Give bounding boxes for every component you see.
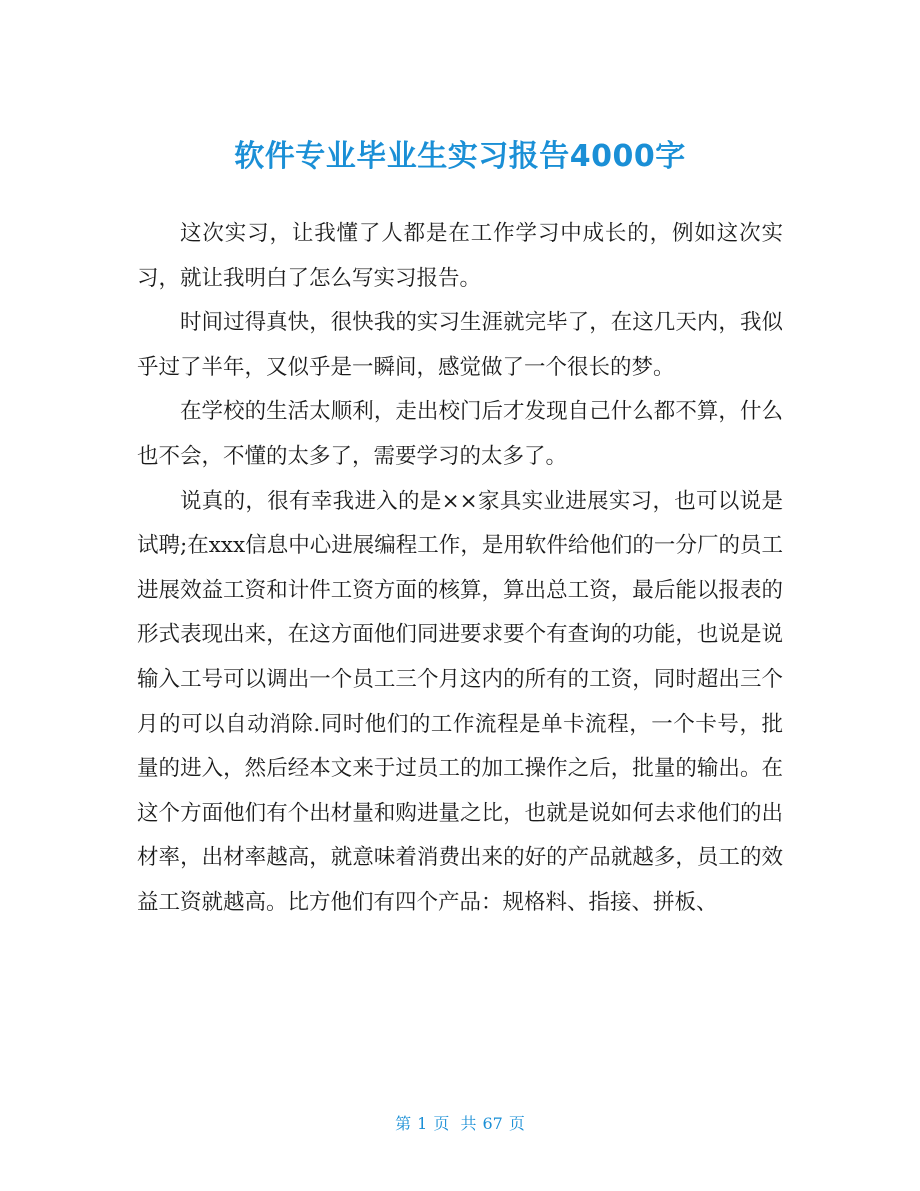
- paragraph-3: 在学校的生活太顺利，走出校门后才发现自己什么都不算，什么也不会，不懂的太多了，需要学习的太多了。: [137, 399, 783, 469]
- paragraph-4: 说真的，很有幸我进入的是××家具实业进展实习，也可以说是试聘;在xxx信息中心进展编程工作，是用软件给他们的一分厂的员工进展效益工资和计件工资方面的核算，算出总工资，最后能以报表的形式表现出来，在这方面他们同进要求要个有查询的功能，也说是说输入工号可以调出一个员工三个月这内的所有的工资，同时超出三个月的可以自动消除.同时他们的工作流程是单卡流程，一个卡号，批量的进入，然后经本文来于过员工的加工操作之后，批量的输出。在这个方面他们有个出材量和购进量之比，也就是说如何去求他们的出材率，出材率越高，就意味着消费出来的好的产品就越多，员工的效益工资就越高。比方他们有四个产品：规格料、指接、拼板、: [137, 488, 783, 915]
- footer-current-page: 1: [417, 1114, 428, 1133]
- page-footer: [0, 1112, 920, 1136]
- footer-prefix: 第: [395, 1114, 412, 1133]
- paragraph-1: 这次实习，让我懂了人都是在工作学习中成长的，例如这次实习，就让我明白了怎么写实习报告。: [137, 221, 783, 291]
- document-title: 软件专业毕业生实习报告4000字: [234, 139, 686, 175]
- footer-suffix: 页: [508, 1114, 525, 1133]
- footer-total-pages: 67: [482, 1114, 503, 1133]
- paragraph-2: 时间过得真快，很快我的实习生涯就完毕了，在这几天内，我似乎过了半年，又似乎是一瞬间，感觉做了一个很长的梦。: [137, 310, 783, 380]
- footer-middle: 页 共: [433, 1114, 477, 1133]
- document-body: [137, 212, 783, 926]
